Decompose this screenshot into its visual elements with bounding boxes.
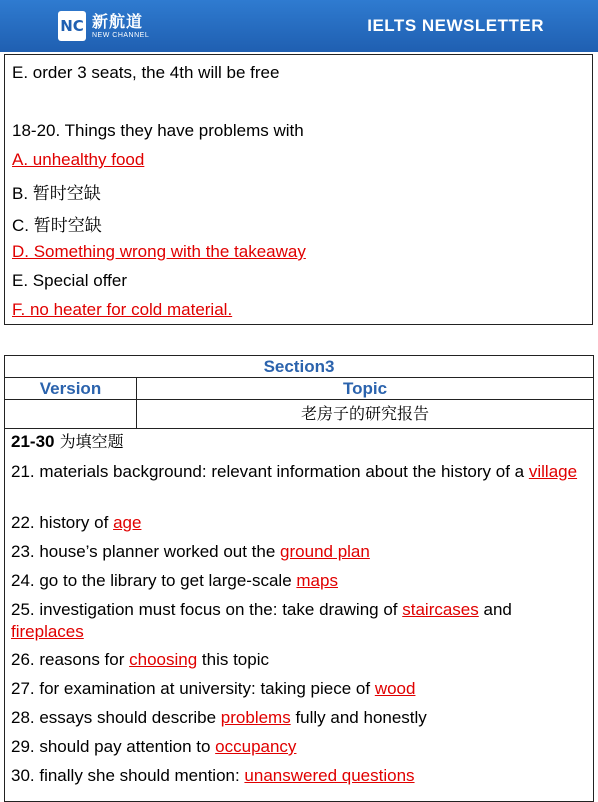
answer-22: age [113, 513, 142, 532]
answer-box-18-20 [4, 54, 593, 325]
option-e-special: E. Special offer [12, 271, 127, 290]
question-28: 28. essays should describe problems fully and honestly [11, 708, 427, 727]
answer-25a: staircases [402, 600, 479, 619]
answer-24: maps [296, 571, 338, 590]
question-21: 21. materials background: relevant information about the history of a village [11, 462, 578, 481]
section-title: Section3 [5, 356, 594, 378]
section3-table [4, 355, 594, 802]
option-f: F. no heater for cold material. [12, 300, 233, 319]
question-30: 30. finally she should mention: unanswered questions [11, 766, 415, 785]
option-b: B. 暂时空缺 [12, 184, 101, 203]
answer-29: occupancy [215, 737, 297, 756]
logo-badge-icon: NC [58, 11, 86, 41]
version-header: Version [5, 378, 137, 400]
questions-cell [5, 429, 594, 802]
answer-30: unanswered questions [244, 766, 415, 785]
version-value [5, 400, 137, 429]
logo-english-name: NEW CHANNEL [92, 31, 150, 39]
option-a: A. unhealthy food [12, 150, 145, 169]
question-26: 26. reasons for choosing this topic [11, 650, 269, 669]
answer-25b: fireplaces [11, 622, 84, 641]
answer-26: choosing [129, 650, 198, 669]
answer-27: wood [374, 679, 416, 698]
question-25: 25. investigation must focus on the: take drawing of staircases and fireplaces [11, 600, 512, 641]
question-23: 23. house’s planner worked out the ground plan [11, 542, 370, 561]
option-c: C. 暂时空缺 [12, 216, 102, 235]
answer-28: problems [220, 708, 291, 727]
question-22: 22. history of age [11, 513, 142, 532]
answer-23: ground plan [280, 542, 370, 561]
option-e-offer: E. order 3 seats, the 4th will be free [12, 63, 280, 82]
option-d: D. Something wrong with the takeaway [12, 242, 306, 261]
newsletter-title: IELTS NEWSLETTER [367, 16, 544, 35]
question-29: 29. should pay attention to occupancy [11, 737, 297, 756]
answer-21: village [528, 462, 578, 481]
newsletter-header [0, 0, 598, 52]
topic-header: Topic [137, 378, 594, 400]
topic-value: 老房子的研究报告 [137, 400, 594, 429]
question-24: 24. go to the library to get large-scale maps [11, 571, 338, 590]
question-heading-18-20: 18-20. Things they have problems with [12, 121, 304, 140]
brand-logo [58, 9, 149, 43]
questions-heading: 21-30 为填空题 [11, 432, 124, 451]
question-27: 27. for examination at university: taking piece of wood [11, 679, 416, 698]
logo-chinese-name: 新航道 [92, 11, 144, 31]
